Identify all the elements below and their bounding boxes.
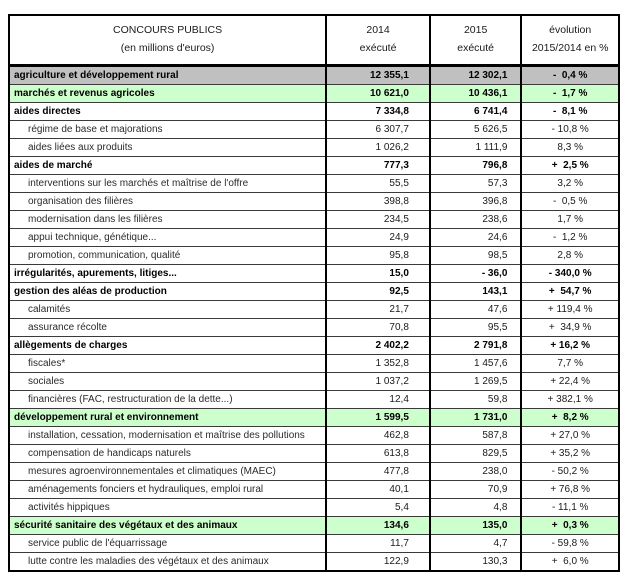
table-unit: (en millions d'euros) — [120, 42, 215, 54]
row-label: sociales — [9, 373, 326, 391]
table-row — [9, 499, 619, 517]
value-2015: 70,9 — [430, 481, 522, 499]
evolution-value: + 6,0 % — [521, 553, 619, 572]
row-label: lutte contre les maladies des végétaux et des animaux — [9, 553, 326, 572]
evolution-value: - 1,2 % — [521, 229, 619, 247]
row-label: interventions sur les marchés et maîtrise de l'offre — [9, 175, 326, 193]
evolution-value: + 0,3 % — [521, 517, 619, 535]
value-2015: 5 626,5 — [430, 121, 522, 139]
table-row — [9, 229, 619, 247]
header-2015-column — [430, 15, 522, 66]
value-2014: 477,8 — [326, 463, 430, 481]
evolution-value: - 10,8 % — [521, 121, 619, 139]
table-row — [9, 463, 619, 481]
row-label: installation, cessation, modernisation et maîtrise des pollutions — [9, 427, 326, 445]
value-2014: 12 355,1 — [326, 66, 430, 85]
table-title: CONCOURS PUBLICS — [113, 24, 223, 37]
value-2014: 122,9 — [326, 553, 430, 572]
table-row — [9, 139, 619, 157]
table-row — [9, 193, 619, 211]
table-row — [9, 553, 619, 572]
table-row — [9, 391, 619, 409]
table-row — [9, 157, 619, 175]
table-row — [9, 265, 619, 283]
value-2015: 4,7 — [430, 535, 522, 553]
header-evolution-sub: 2015/2014 en % — [531, 42, 609, 54]
table-row — [9, 247, 619, 265]
value-2014: 1 037,2 — [326, 373, 430, 391]
row-label: régime de base et majorations — [9, 121, 326, 139]
evolution-value: + 22,4 % — [521, 373, 619, 391]
value-2014: 12,4 — [326, 391, 430, 409]
concours-publics-table — [8, 14, 620, 572]
value-2014: 1 352,8 — [326, 355, 430, 373]
header-2014-column — [326, 15, 430, 66]
table-row — [9, 211, 619, 229]
evolution-value: - 11,1 % — [521, 499, 619, 517]
value-2015: 47,6 — [430, 301, 522, 319]
value-2014: 10 621,0 — [326, 85, 430, 103]
evolution-value: - 0,4 % — [521, 66, 619, 85]
evolution-value: + 16,2 % — [521, 337, 619, 355]
row-label: promotion, communication, qualité — [9, 247, 326, 265]
value-2015: 98,5 — [430, 247, 522, 265]
value-2014: 24,9 — [326, 229, 430, 247]
value-2015: 24,6 — [430, 229, 522, 247]
table-row — [9, 481, 619, 499]
evolution-value: 7,7 % — [521, 355, 619, 373]
evolution-value: + 54,7 % — [521, 283, 619, 301]
value-2015: 1 111,9 — [430, 139, 522, 157]
value-2015: 1 457,6 — [430, 355, 522, 373]
table-row — [9, 103, 619, 121]
evolution-value: 1,7 % — [521, 211, 619, 229]
row-label: fiscales* — [9, 355, 326, 373]
value-2015: 57,3 — [430, 175, 522, 193]
value-2015: 1 269,5 — [430, 373, 522, 391]
table-row — [9, 445, 619, 463]
evolution-value: - 340,0 % — [521, 265, 619, 283]
evolution-value: + 119,4 % — [521, 301, 619, 319]
header-2014-year: 2014 — [366, 24, 390, 37]
row-label: aides directes — [9, 103, 326, 121]
row-label: sécurité sanitaire des végétaux et des animaux — [9, 517, 326, 535]
value-2015: 238,6 — [430, 211, 522, 229]
value-2014: 462,8 — [326, 427, 430, 445]
value-2014: 11,7 — [326, 535, 430, 553]
header-label-column — [9, 15, 326, 66]
value-2014: 5,4 — [326, 499, 430, 517]
table-header — [9, 15, 619, 66]
table-row — [9, 355, 619, 373]
table-row — [9, 121, 619, 139]
value-2014: 1 026,2 — [326, 139, 430, 157]
row-label: aménagements fonciers et hydrauliques, emploi rural — [9, 481, 326, 499]
table-row — [9, 517, 619, 535]
row-label: assurance récolte — [9, 319, 326, 337]
evolution-value: + 382,1 % — [521, 391, 619, 409]
value-2014: 2 402,2 — [326, 337, 430, 355]
row-label: aides liées aux produits — [9, 139, 326, 157]
value-2014: 7 334,8 — [326, 103, 430, 121]
value-2015: 587,8 — [430, 427, 522, 445]
value-2015: 238,0 — [430, 463, 522, 481]
header-row — [9, 15, 619, 66]
header-evolution-title: évolution — [549, 24, 592, 37]
header-2014-sub: exécuté — [359, 42, 397, 54]
value-2015: 796,8 — [430, 157, 522, 175]
value-2015: - 36,0 — [430, 265, 522, 283]
value-2015: 12 302,1 — [430, 66, 522, 85]
value-2014: 134,6 — [326, 517, 430, 535]
table-row — [9, 373, 619, 391]
value-2014: 92,5 — [326, 283, 430, 301]
row-label: aides de marché — [9, 157, 326, 175]
evolution-value: + 27,0 % — [521, 427, 619, 445]
evolution-value: 3,2 % — [521, 175, 619, 193]
value-2014: 95,8 — [326, 247, 430, 265]
row-label: développement rural et environnement — [9, 409, 326, 427]
table-row — [9, 337, 619, 355]
header-2015-sub: exécuté — [457, 42, 495, 54]
row-label: agriculture et développement rural — [9, 66, 326, 85]
value-2015: 143,1 — [430, 283, 522, 301]
value-2014: 398,8 — [326, 193, 430, 211]
value-2015: 95,5 — [430, 319, 522, 337]
row-label: organisation des filières — [9, 193, 326, 211]
evolution-value: + 76,8 % — [521, 481, 619, 499]
row-label: service public de l'équarrissage — [9, 535, 326, 553]
value-2015: 59,8 — [430, 391, 522, 409]
value-2014: 613,8 — [326, 445, 430, 463]
value-2015: 396,8 — [430, 193, 522, 211]
value-2015: 4,8 — [430, 499, 522, 517]
value-2015: 6 741,4 — [430, 103, 522, 121]
row-label: gestion des aléas de production — [9, 283, 326, 301]
table-body — [9, 66, 619, 572]
evolution-value: - 59,8 % — [521, 535, 619, 553]
row-label: modernisation dans les filières — [9, 211, 326, 229]
evolution-value: + 35,2 % — [521, 445, 619, 463]
value-2014: 1 599,5 — [326, 409, 430, 427]
value-2014: 777,3 — [326, 157, 430, 175]
row-label: appui technique, génétique... — [9, 229, 326, 247]
evolution-value: - 50,2 % — [521, 463, 619, 481]
value-2014: 234,5 — [326, 211, 430, 229]
value-2014: 15,0 — [326, 265, 430, 283]
table-row — [9, 319, 619, 337]
value-2015: 2 791,8 — [430, 337, 522, 355]
table-row — [9, 301, 619, 319]
row-label: irrégularités, apurements, litiges... — [9, 265, 326, 283]
table-row — [9, 283, 619, 301]
evolution-value: + 2,5 % — [521, 157, 619, 175]
evolution-value: 2,8 % — [521, 247, 619, 265]
value-2014: 6 307,7 — [326, 121, 430, 139]
value-2015: 829,5 — [430, 445, 522, 463]
row-label: financières (FAC, restructuration de la dette...) — [9, 391, 326, 409]
value-2014: 21,7 — [326, 301, 430, 319]
header-evolution-column — [521, 15, 619, 66]
table-row — [9, 427, 619, 445]
evolution-value: - 1,7 % — [521, 85, 619, 103]
value-2015: 10 436,1 — [430, 85, 522, 103]
row-label: compensation de handicaps naturels — [9, 445, 326, 463]
evolution-value: + 34,9 % — [521, 319, 619, 337]
row-label: marchés et revenus agricoles — [9, 85, 326, 103]
evolution-value: - 8,1 % — [521, 103, 619, 121]
row-label: activités hippiques — [9, 499, 326, 517]
table-row — [9, 535, 619, 553]
evolution-value: + 8,2 % — [521, 409, 619, 427]
row-label: allègements de charges — [9, 337, 326, 355]
table-row — [9, 175, 619, 193]
header-2015-year: 2015 — [463, 24, 488, 37]
row-label: mesures agroenvironnementales et climatiques (MAEC) — [9, 463, 326, 481]
value-2015: 135,0 — [430, 517, 522, 535]
value-2015: 130,3 — [430, 553, 522, 572]
table-row — [9, 409, 619, 427]
evolution-value: - 0,5 % — [521, 193, 619, 211]
value-2014: 70,8 — [326, 319, 430, 337]
value-2015: 1 731,0 — [430, 409, 522, 427]
value-2014: 55,5 — [326, 175, 430, 193]
row-label: calamités — [9, 301, 326, 319]
table-row — [9, 66, 619, 85]
evolution-value: 8,3 % — [521, 139, 619, 157]
table-row — [9, 85, 619, 103]
value-2014: 40,1 — [326, 481, 430, 499]
